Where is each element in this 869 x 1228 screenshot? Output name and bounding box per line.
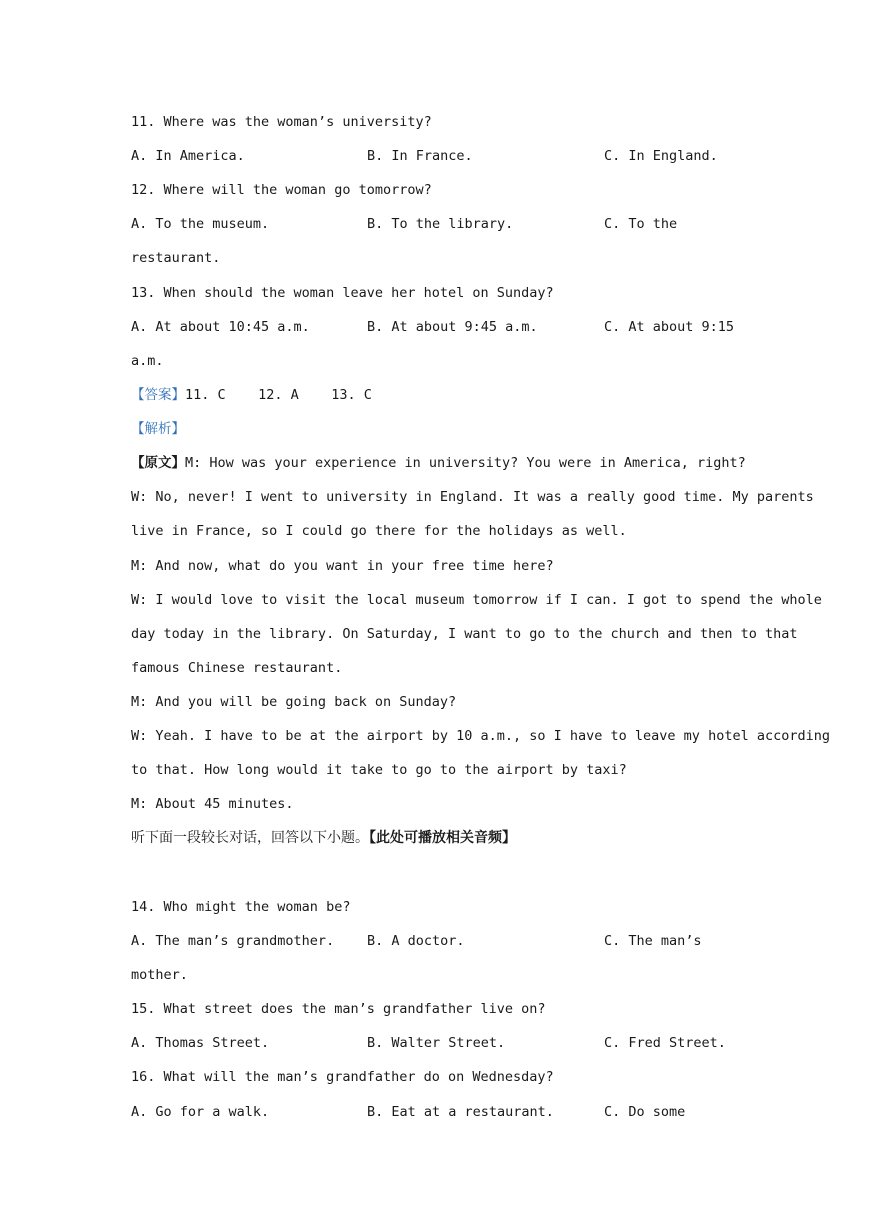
- transcript-line: to that. How long would it take to go to the airport by taxi?: [131, 762, 627, 778]
- option-a: A. Go for a walk.: [131, 1104, 270, 1120]
- question-15-stem: 15. What street does the man’s grandfather live on?: [131, 1001, 546, 1017]
- question-11-stem: 11. Where was the woman’s university?: [131, 114, 432, 130]
- transcript-line: W: I would love to visit the local museum tomorrow if I can. I got to spend the whole: [131, 592, 822, 608]
- option-a: A. At about 10:45 a.m.: [131, 319, 310, 335]
- transcript-line: M: And now, what do you want in your free time here?: [131, 558, 554, 574]
- transcript-line: W: No, never! I went to university in England. It was a really good time. My parents: [131, 489, 814, 505]
- option-a: A. The man’s grandmother.: [131, 933, 335, 949]
- transcript-line: M: About 45 minutes.: [131, 796, 294, 812]
- transcript-line: [131, 454, 771, 472]
- option-c: C. Fred Street.: [604, 1035, 726, 1051]
- option-b: B. At about 9:45 a.m.: [367, 319, 538, 335]
- option-c: C. Do some: [604, 1104, 686, 1120]
- option-c-continuation: restaurant.: [131, 250, 221, 266]
- transcript-line: day today in the library. On Saturday, I want to go to the church and then to that: [131, 626, 798, 642]
- option-b: B. Eat at a restaurant.: [367, 1104, 554, 1120]
- transcript-line: W: Yeah. I have to be at the airport by 10 a.m., so I have to leave my hotel according: [131, 728, 830, 744]
- option-c: C. In England.: [604, 148, 718, 164]
- audio-note: 【此处可播放相关音频】: [369, 830, 516, 846]
- option-a: A. Thomas Street.: [131, 1035, 270, 1051]
- option-b: B. Walter Street.: [367, 1035, 506, 1051]
- question-14-stem: 14. Who might the woman be?: [131, 899, 351, 915]
- option-c-continuation: a.m.: [131, 353, 164, 369]
- listening-instruction: [131, 829, 771, 847]
- option-c-continuation: mother.: [131, 967, 188, 983]
- transcript-line: M: And you will be going back on Sunday?: [131, 694, 457, 710]
- analysis-label: 【解析】: [131, 421, 185, 437]
- option-b: B. To the library.: [367, 216, 514, 232]
- question-16-stem: 16. What will the man’s grandfather do on Wednesday?: [131, 1069, 554, 1085]
- option-b: B. A doctor.: [367, 933, 465, 949]
- option-c: C. At about 9:15: [604, 319, 735, 335]
- instruction-text: 听下面一段较长对话，回答以下小题。: [131, 830, 369, 846]
- transcript-line: famous Chinese restaurant.: [131, 660, 343, 676]
- transcript-label: 【原文】: [131, 455, 185, 471]
- answer-line: [131, 386, 771, 404]
- option-c: C. The man’s: [604, 933, 702, 949]
- transcript-text: M: How was your experience in university? You were in America, right?: [185, 455, 746, 471]
- option-a: A. To the museum.: [131, 216, 270, 232]
- analysis-line: [131, 420, 771, 438]
- option-c: C. To the: [604, 216, 678, 232]
- answer-label: 【答案】: [131, 387, 185, 403]
- question-12-stem: 12. Where will the woman go tomorrow?: [131, 182, 432, 198]
- option-a: A. In America.: [131, 148, 245, 164]
- option-b: B. In France.: [367, 148, 473, 164]
- answer-text: 11. C 12. A 13. C: [185, 387, 372, 403]
- question-13-stem: 13. When should the woman leave her hotel on Sunday?: [131, 285, 554, 301]
- transcript-line: live in France, so I could go there for the holidays as well.: [131, 523, 627, 539]
